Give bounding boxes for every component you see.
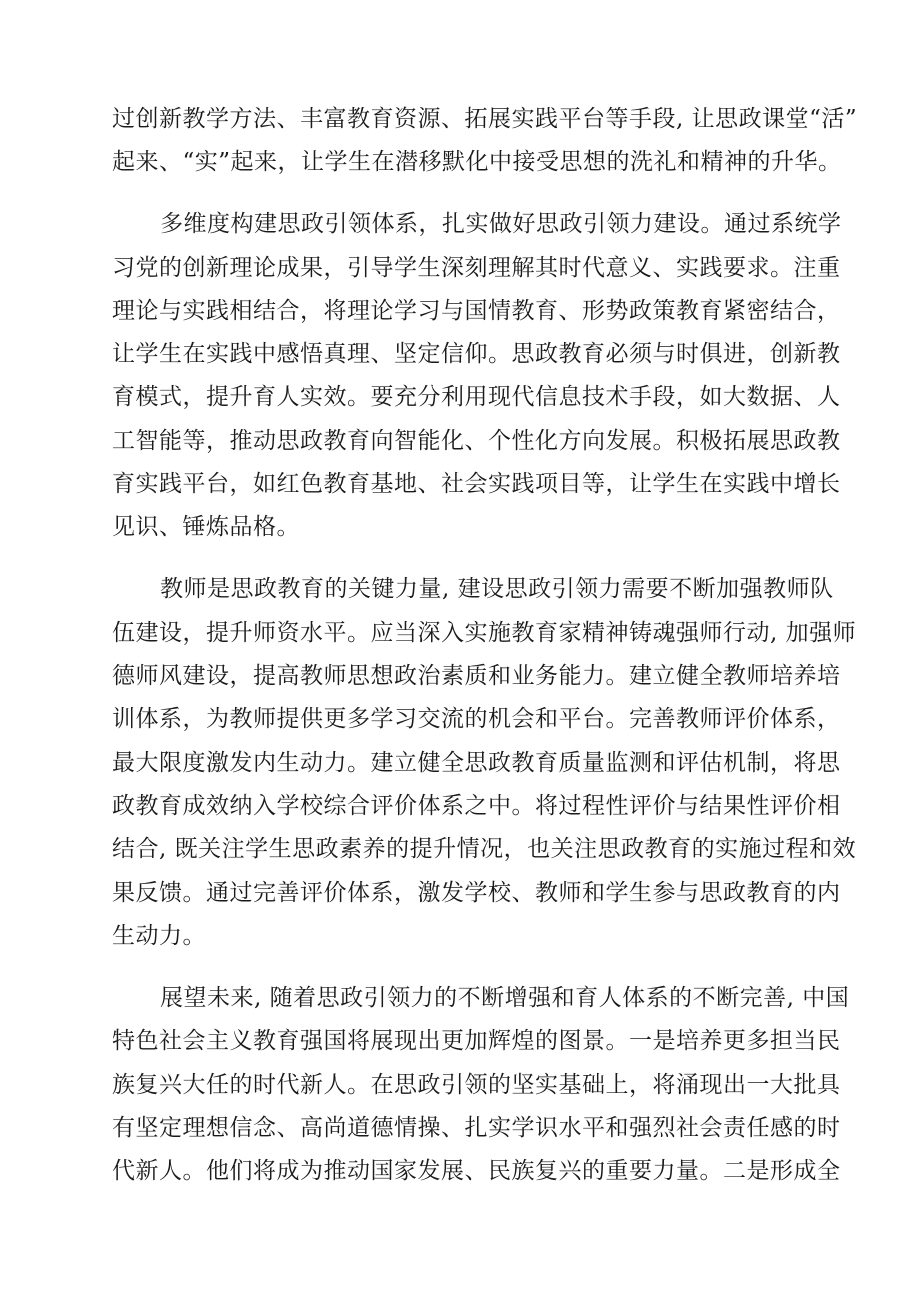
text-line: 起来、“实”起来，让学生在潜移默化中接受思想的洗礼和精神的升华。 [112, 149, 842, 175]
text-line: 特色社会主义教育强国将展现出更加辉煌的图景。一是培养更多担当民 [112, 1028, 841, 1054]
text-line: 展望未来, 随着思政引领力的不断增强和育人体系的不断完善, 中国 [160, 985, 850, 1011]
text-line: 让学生在实践中感悟真理、坚定信仰。思政教育必须与时俱进，创新教 [112, 341, 841, 367]
text-line: 族复兴大任的时代新人。在思政引领的坚实基础上，将涌现出一大批具 [112, 1072, 841, 1098]
text-line: 训体系，为教师提供更多学习交流的机会和平台。完善教师评价体系， [112, 706, 841, 732]
text-line: 育模式，提升育人实效。要充分利用现代信息技术手段，如大数据、人 [112, 384, 841, 410]
text-line: 育实践平台，如红色教育基地、社会实践项目等，让学生在实践中增长 [112, 471, 841, 497]
text-line: 理论与实践相结合，将理论学习与国情教育、形势政策教育紧密结合， [112, 298, 841, 324]
text-line: 政教育成效纳入学校综合评价体系之中。将过程性评价与结果性评价相 [112, 793, 841, 819]
text-line: 工智能等，推动思政教育向智能化、个性化方向发展。积极拓展思政教 [112, 428, 841, 454]
text-line: 果反馈。通过完善评价体系，激发学校、教师和学生参与思政教育的内 [112, 880, 841, 906]
text-line: 见识、锤炼品格。 [112, 514, 300, 540]
text-line: 教师是思政教育的关键力量, 建设思政引领力需要不断加强教师队 [160, 576, 834, 602]
text-line: 代新人。他们将成为推动国家发展、民族复兴的重要力量。二是形成全 [112, 1158, 841, 1184]
text-line: 有坚定理想信念、高尚道德情操、扎实学识水平和强烈社会责任感的时 [112, 1115, 841, 1141]
text-line: 德师风建设，提高教师思想政治素质和业务能力。建立健全教师培养培 [112, 663, 841, 689]
text-line: 伍建设，提升师资水平。应当深入实施教育家精神铸魂强师行动, 加强师 [112, 620, 857, 646]
text-line: 结合, 既关注学生思政素养的提升情况，也关注思政教育的实施过程和效 [112, 836, 857, 862]
text-line: 最大限度激发内生动力。建立健全思政教育质量监测和评估机制，将思 [112, 750, 841, 776]
text-line: 习党的创新理论成果，引导学生深刻理解其时代意义、实践要求。注重 [112, 255, 841, 281]
text-line: 过创新教学方法、丰富教育资源、拓展实践平台等手段, 让思政课堂“活” [112, 106, 858, 132]
text-line: 生动力。 [112, 923, 206, 949]
text-line: 多维度构建思政引领体系，扎实做好思政引领力建设。通过系统学 [160, 211, 842, 237]
